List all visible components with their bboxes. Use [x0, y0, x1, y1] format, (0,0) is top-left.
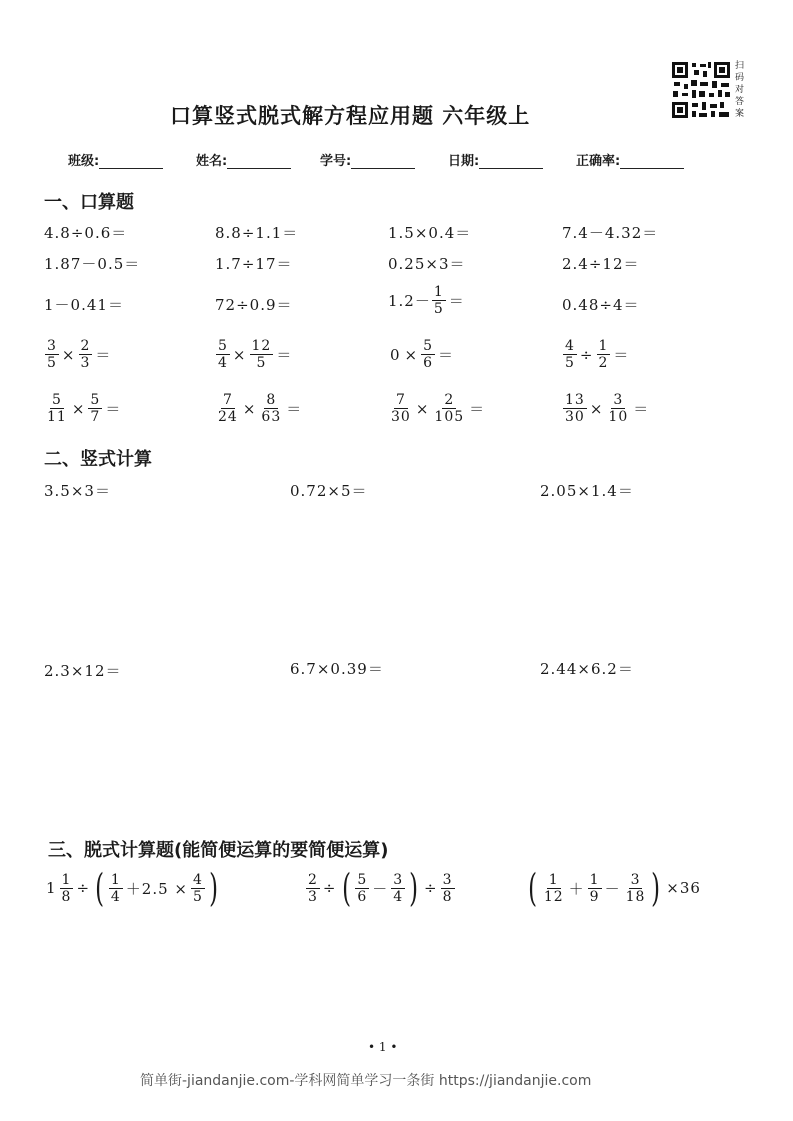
student-id-blank[interactable] — [351, 154, 415, 169]
oral-problem: $\frac{7}{30}$ × $\frac{2}{105}$ ＝ — [391, 392, 486, 425]
oral-problem: 7.4－4.32＝ — [562, 224, 659, 242]
oral-problem: 4.8÷0.6＝ — [44, 224, 128, 242]
oral-problem: 0.25×3＝ — [388, 255, 466, 273]
vertical-problem: 2.05×1.4＝ — [540, 482, 634, 500]
date-blank[interactable] — [479, 154, 543, 169]
oral-problem: 1.7÷17＝ — [215, 255, 293, 273]
oral-problem: 8.8÷1.1＝ — [215, 224, 299, 242]
fraction: $\frac{1}{5}$ — [433, 284, 444, 317]
oral-problem: 0 × $\frac{5}{6}$ ＝ — [390, 338, 455, 371]
vertical-problem: 0.72×5＝ — [290, 482, 368, 500]
vertical-problem: 6.7×0.39＝ — [290, 660, 384, 678]
oral-problem: 1.2－ $\frac{1}{5}$ ＝ — [388, 284, 465, 317]
oral-problem: 1.5×0.4＝ — [388, 224, 472, 242]
accuracy-field[interactable]: 正确率: — [576, 150, 684, 169]
class-blank[interactable] — [99, 154, 163, 169]
page-title: 口算竖式脱式解方程应用题 六年级上 — [170, 104, 531, 128]
oral-problem: 1.87－0.5＝ — [44, 255, 141, 273]
name-blank[interactable] — [227, 154, 291, 169]
accuracy-blank[interactable] — [620, 154, 684, 169]
footer-text: 简单街-jiandanjie.com-学科网简单学习一条街 https://jiandanjie.com — [140, 1073, 592, 1089]
oral-problem: 0.48÷4＝ — [562, 296, 640, 314]
oral-problem: $\frac{5}{11}$ × $\frac{5}{7}$ ＝ — [47, 392, 122, 425]
name-field[interactable]: 姓名: — [196, 150, 291, 169]
vertical-problem: 2.3×12＝ — [44, 662, 122, 680]
oral-problem: $\frac{3}{5}$ × $\frac{2}{3}$ ＝ — [47, 338, 112, 371]
qr-code-icon — [670, 60, 732, 120]
section-oral-heading: 一、口算题 — [44, 192, 134, 213]
class-field[interactable]: 班级: — [68, 150, 163, 169]
oral-problem: $\frac{5}{4}$ × $\frac{12}{5}$ ＝ — [218, 338, 293, 371]
vertical-problem: 3.5×3＝ — [44, 482, 111, 500]
page-number: • 1 • — [368, 1040, 398, 1054]
oral-problem: 72÷0.9＝ — [215, 296, 293, 314]
oral-problem: 2.4÷12＝ — [562, 255, 640, 273]
student-id-field[interactable]: 学号: — [320, 150, 415, 169]
stepwise-problem: 1 $\frac{1}{8}$ ÷ ( $\frac{1}{4}$ ＋2.5 × $\frac{4}{5}$ ) — [46, 866, 219, 910]
oral-problem: $\frac{4}{5}$ ÷ $\frac{1}{2}$ ＝ — [565, 338, 630, 371]
oral-problem: $\frac{7}{24}$ × $\frac{8}{63}$ ＝ — [218, 392, 303, 425]
date-field[interactable]: 日期: — [448, 150, 543, 169]
qr-label: 扫码对答案 — [735, 61, 745, 119]
vertical-problem: 2.44×6.2＝ — [540, 660, 634, 678]
oral-problem: 1－0.41＝ — [44, 296, 124, 314]
section-stepwise-heading: 三、脱式计算题(能简便运算的要简便运算) — [48, 840, 389, 861]
section-vertical-heading: 二、竖式计算 — [44, 449, 152, 470]
stepwise-problem: $\frac{2}{3}$ ÷ ( $\frac{5}{6}$ － $\frac{3}{4}$ ) ÷ $\frac{3}{8}$ — [308, 866, 453, 910]
stepwise-problem: ( $\frac{1}{12}$ ＋ $\frac{1}{9}$ － $\frac{3}{18}$ ) ×36 — [528, 866, 701, 910]
oral-problem: $\frac{13}{30}$ × $\frac{3}{10}$ ＝ — [565, 392, 650, 425]
